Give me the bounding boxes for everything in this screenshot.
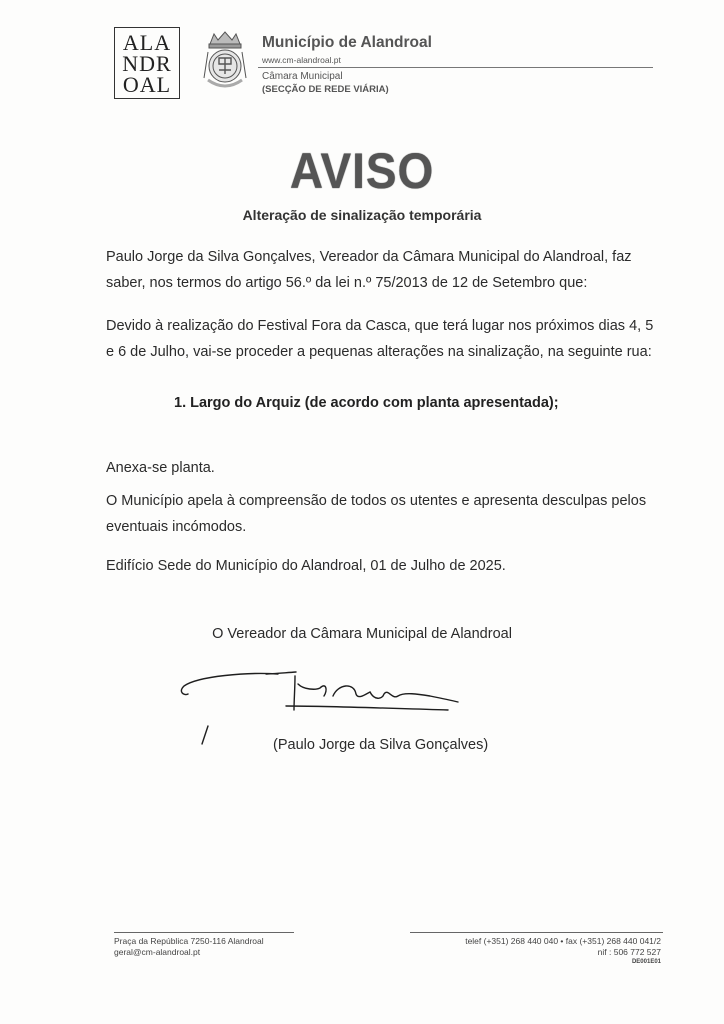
logo-line: ALA	[122, 29, 172, 55]
footer-nif: nif : 506 772 527	[597, 947, 661, 957]
footer-phone: telef (+351) 268 440 040 • fax (+351) 268 440 041/2	[465, 936, 661, 946]
municipality-name: Município de Alandroal	[262, 34, 432, 51]
municipality-logo	[114, 27, 180, 99]
signer-name: (Paulo Jorge da Silva Gonçalves)	[273, 737, 489, 753]
coat-of-arms-icon	[200, 30, 250, 94]
footer-address: Praça da República 7250-116 Alandroal	[114, 936, 264, 946]
street-list-item: 1. Largo do Arquiz (de acordo com planta apresentada);	[174, 395, 559, 411]
apology-paragraph: O Município apela à compreensão de todos os utentes e apresenta desculpas pelos eventuais incómodos.	[106, 493, 647, 535]
date-paragraph: Edifício Sede do Município do Alandroal, 01 de Julho de 2025.	[106, 558, 506, 574]
logo-line: NDR	[122, 50, 172, 76]
footer-divider-right	[410, 932, 663, 933]
footer-divider-left	[114, 932, 294, 933]
intro-paragraph: Paulo Jorge da Silva Gonçalves, Vereador da Câmara Municipal do Alandroal, faz saber, nos termos do artigo 56.º da lei n.º 75/2013 de 12 de Setembro que:	[106, 249, 632, 291]
signer-title: O Vereador da Câmara Municipal de Alandroal	[212, 626, 512, 642]
camara-label: Câmara Municipal	[262, 71, 343, 82]
footer-email[interactable]: geral@cm-alandroal.pt	[114, 947, 201, 957]
logo-line: OAL	[122, 71, 172, 97]
attachment-paragraph: Anexa-se planta.	[106, 460, 215, 476]
municipality-website[interactable]: www.cm-alandroal.pt	[262, 55, 341, 65]
reason-paragraph: Devido à realização do Festival Fora da Casca, que terá lugar nos próximos dias 4, 5 e 6 de Julho, vai-se proceder a pequenas alterações na sinalização, na seguinte rua:	[106, 318, 654, 360]
notice-subtitle: Alteração de sinalização temporária	[242, 207, 482, 223]
notice-title: AVISO	[289, 143, 435, 199]
section-label: (SECÇÃO DE REDE VIÁRIA)	[262, 84, 389, 95]
header-divider	[258, 67, 653, 68]
footer-document-code: DE001E01	[631, 959, 661, 965]
